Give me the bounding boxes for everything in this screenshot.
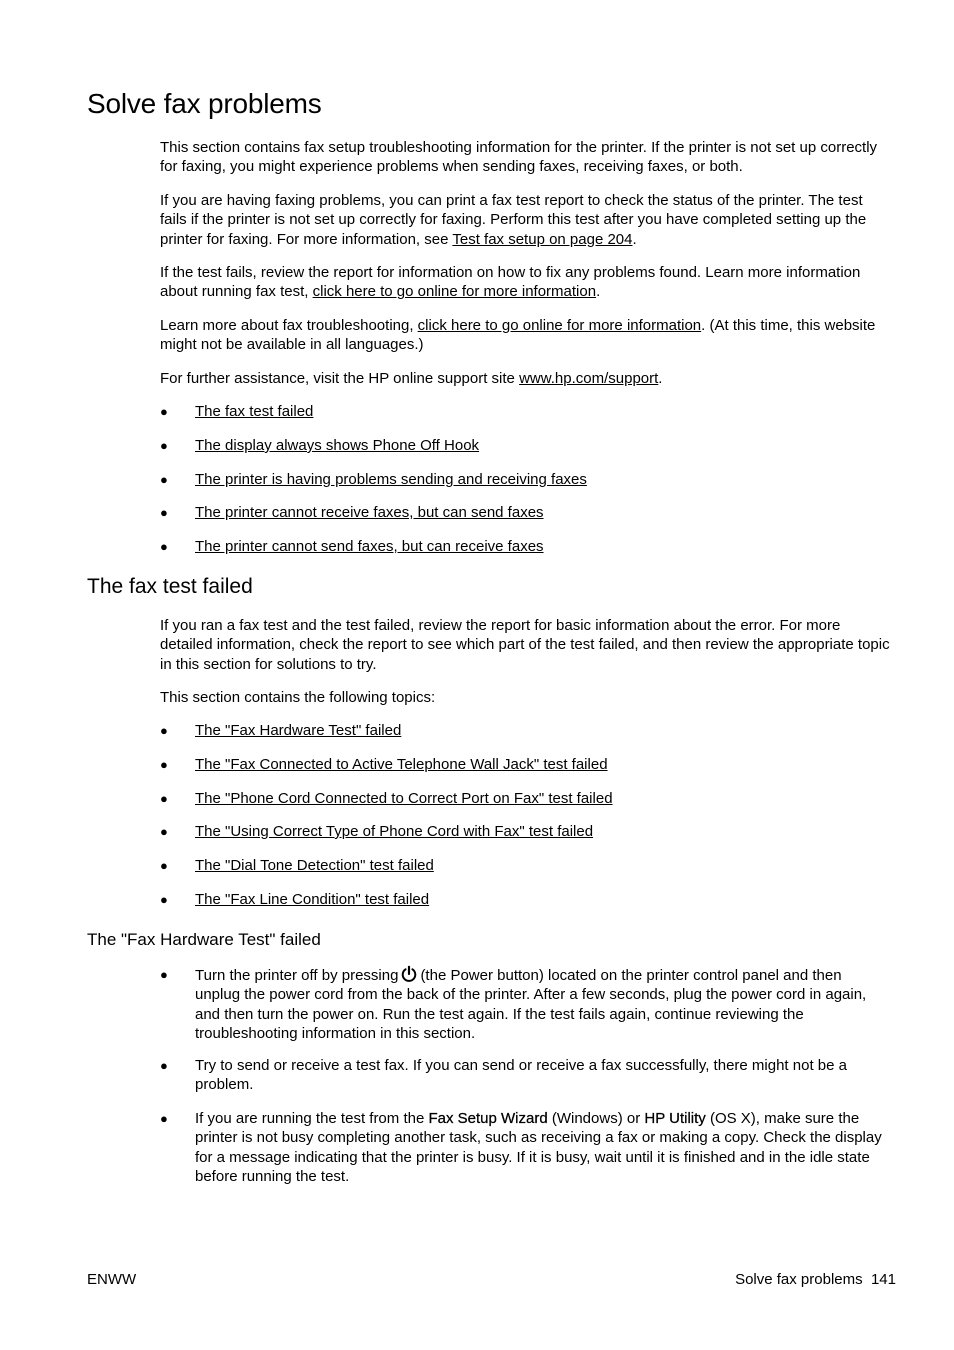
instruction-power-off-text-end: (the Power button) located on the printer control panel and then unplug the power cord from the back of the printer. After a few seconds, plug the power cord in again, and then turn the power on. Run the test again. If the test fails again, continue reviewing the troubleshooting information in this section.	[195, 967, 867, 1042]
intro-paragraph-4-text: Learn more about fax troubleshooting,	[160, 317, 418, 334]
instruction-busy-check-mid: (Windows) or	[547, 1110, 645, 1127]
footer-section-title: Solve fax problems	[735, 1271, 863, 1288]
intro-paragraph-5	[160, 369, 890, 388]
link-fax-hardware-test[interactable]: The "Fax Hardware Test" failed	[195, 722, 402, 739]
online-info-link-2[interactable]: click here to go online for more information	[417, 317, 702, 334]
instruction-busy-check-text: If you are running the test from the	[195, 1110, 429, 1127]
bullet-icon: ●	[160, 1058, 168, 1073]
section2-paragraph-1: If you ran a fax test and the test failed, review the report for basic information about the error. For more detailed information, check the report to see which part of the test failed, and then review the appropriate topic in this section for solutions to try.	[160, 617, 890, 673]
intro-paragraph-2-text: If you are having faxing problems, you can print a fax test report to check the status of the printer. The test fails if the printer is not set up correctly for faxing. Perform this test after you have completed setting up the printer for faxing. For more information, see	[160, 192, 867, 248]
test-fax-setup-link[interactable]: Test fax setup on page 204	[452, 230, 633, 248]
section2-paragraph-2: This section contains the following topics:	[160, 689, 436, 706]
section-heading-fax-hardware-test: The "Fax Hardware Test" failed	[87, 930, 321, 949]
link-dial-tone-test[interactable]: The "Dial Tone Detection" test failed	[195, 857, 434, 874]
hp-utility-label: HP Utility	[644, 1110, 706, 1127]
power-icon	[400, 965, 418, 983]
footer-left-label: ENWW	[87, 1271, 137, 1288]
link-fax-line-condition-test[interactable]: The "Fax Line Condition" test failed	[195, 891, 430, 908]
bullet-icon: ●	[160, 438, 168, 453]
intro-paragraph-3-end: .	[596, 283, 601, 301]
bullet-icon: ●	[160, 539, 168, 554]
hp-support-link[interactable]: www.hp.com/support	[519, 370, 659, 387]
instruction-test-fax: Try to send or receive a test fax. If you can send or receive a fax successfully, there might not be a problem.	[195, 1057, 847, 1094]
bullet-icon: ●	[160, 723, 168, 738]
fax-setup-wizard-label: Fax Setup Wizard	[428, 1110, 548, 1127]
instruction-busy-check	[195, 1109, 885, 1186]
bullet-icon: ●	[160, 824, 168, 839]
bullet-icon: ●	[160, 757, 168, 772]
bullet-icon: ●	[160, 791, 168, 806]
instruction-busy-check-end: (OS X), make sure the printer is not busy completing another task, such as receiving a fax or making a copy. Check the display for a message indicating that the printer is busy. If it is busy, wait until it is finished and in the idle state before running the test.	[195, 1110, 882, 1185]
link-phone-cord-type-test[interactable]: The "Using Correct Type of Phone Cord with Fax" test failed	[195, 823, 594, 840]
link-wall-jack-test[interactable]: The "Fax Connected to Active Telephone Wall Jack" test failed	[195, 756, 608, 773]
bullet-icon: ●	[160, 858, 168, 873]
topic-link-sending-receiving[interactable]: The printer is having problems sending and receiving faxes	[195, 471, 587, 488]
link-phone-cord-port-test[interactable]: The "Phone Cord Connected to Correct Port on Fax" test failed	[195, 790, 613, 807]
bullet-icon: ●	[160, 1111, 168, 1126]
intro-paragraph-5-end: .	[658, 370, 663, 387]
online-info-link-1[interactable]: click here to go online for more information	[312, 283, 597, 301]
bullet-icon: ●	[160, 404, 168, 419]
intro-paragraph-1: This section contains fax setup troubleshooting information for the printer. If the printer is not set up correctly for faxing, you might experience problems when sending faxes, receiving faxes, or both.	[160, 139, 878, 176]
bullet-icon: ●	[160, 892, 168, 907]
instruction-power-off	[195, 965, 885, 1043]
bullet-icon: ●	[160, 967, 168, 982]
bullet-icon: ●	[160, 505, 168, 520]
page-number: 141	[870, 1271, 896, 1288]
topic-link-cannot-send[interactable]: The printer cannot send faxes, but can receive faxes	[195, 538, 544, 555]
intro-paragraph-4	[160, 316, 890, 355]
instruction-power-off-text: Turn the printer off by pressing	[195, 967, 399, 984]
intro-paragraph-2-end: .	[632, 230, 637, 248]
intro-paragraph-5-text: For further assistance, visit the HP online support site	[160, 370, 520, 387]
topic-link-cannot-receive[interactable]: The printer cannot receive faxes, but can send faxes	[195, 504, 544, 521]
intro-paragraph-4-end: . (At this time, this website might not be available in all languages.)	[160, 317, 876, 354]
intro-paragraph-2	[160, 191, 890, 249]
intro-paragraph-3-text: If the test fails, review the report for information on how to fix any problems found. Learn more information about running fax test,	[160, 264, 861, 301]
topic-link-phone-off-hook[interactable]: The display always shows Phone Off Hook	[195, 437, 480, 454]
page-title: Solve fax problems	[87, 88, 322, 119]
topic-link-fax-test-failed[interactable]: The fax test failed	[195, 403, 314, 420]
bullet-icon: ●	[160, 472, 168, 487]
intro-paragraph-3	[160, 263, 890, 302]
section-heading-fax-test-failed: The fax test failed	[87, 575, 253, 598]
footer-right	[735, 1271, 896, 1288]
